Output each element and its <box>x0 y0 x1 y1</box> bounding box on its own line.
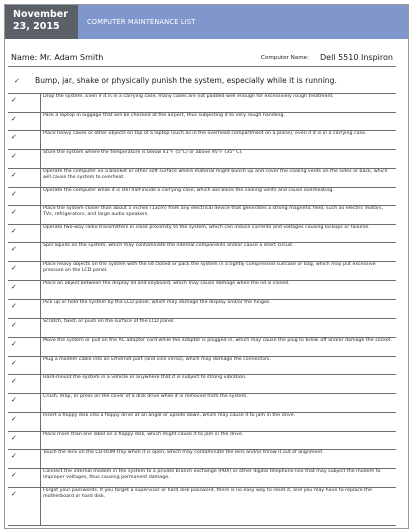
row-divider <box>8 318 396 319</box>
list-item-text: Crush, drop, or press on the cover of a disk drive while it is removed from the system. <box>43 394 248 399</box>
check-icon: ✓ <box>11 490 17 498</box>
list-item <box>8 487 396 506</box>
check-icon: ✓ <box>11 359 17 367</box>
row-divider <box>8 149 396 150</box>
list-item <box>8 280 396 299</box>
row-divider <box>8 468 396 469</box>
row-divider <box>8 449 396 450</box>
list-item-text: Operate the computer on a blanket or other soft surface where material might bunch up and cover the cooling vents on the sides or back, which will cause the system to overheat. <box>43 169 388 180</box>
check-icon: ✓ <box>11 415 17 423</box>
list-item-text: Spill liquids on the system, which may contaminate the internal components and/or cause a short circuit. <box>43 243 294 248</box>
row-divider <box>8 280 396 281</box>
check-icon: ✓ <box>11 115 17 123</box>
check-icon: ✓ <box>11 321 17 329</box>
list-item-text: Place heavy objects on the system with the lid closed or pack the system in a tightly compressed suitcase or bag, which may put excessive pressure on the LCD panel. <box>43 262 376 273</box>
row-divider <box>8 112 396 113</box>
list-item <box>8 356 396 374</box>
computer-name-label: Computer Name: <box>261 55 309 61</box>
list-item-text: Plug a modem cable into an Ethernet port (and vice versa), which may damage the connectors. <box>43 357 271 362</box>
row-divider <box>8 187 396 188</box>
list-item-text: Operate two-way radio transmitters in close proximity to the system, which can induce currents and voltages causing lockups or failures. <box>43 225 370 230</box>
check-icon: ✓ <box>11 245 17 253</box>
row-divider <box>8 205 396 206</box>
date-block: November 23, 2015 <box>5 5 78 39</box>
row-divider <box>8 337 396 338</box>
row-divider <box>8 130 396 131</box>
list-item <box>8 374 396 393</box>
check-icon: ✓ <box>11 208 17 216</box>
check-icon: ✓ <box>11 152 17 160</box>
row-divider <box>8 299 396 300</box>
row-divider <box>8 93 396 94</box>
row-divider <box>8 224 396 225</box>
check-icon: ✓ <box>11 340 17 348</box>
list-item <box>8 431 396 449</box>
list-item-text: Pick up or hold the system by the LCD panel, which may damage the display and/or the hinges. <box>43 300 271 305</box>
check-icon: ✓ <box>11 96 17 104</box>
list-item-text: Touch the lens on the CD-ROM tray when it is open, which may contaminate the lens and/or throw it out of alignment. <box>43 450 324 455</box>
check-icon: ✓ <box>11 264 17 272</box>
check-icon: ✓ <box>11 452 17 460</box>
list-item-text: Store the system where the temperature is below 41°F (5°C) or above 95°F (35° C). <box>43 150 243 155</box>
name-underline <box>8 66 396 67</box>
check-icon: ✓ <box>11 227 17 235</box>
list-item <box>8 261 396 280</box>
check-icon: ✓ <box>11 471 17 479</box>
check-icon: ✓ <box>11 283 17 291</box>
document-title: COMPUTER MAINTENANCE LIST <box>78 5 408 39</box>
computer-name-value: Dell 5510 Inspiron <box>320 53 393 62</box>
check-icon: ✓ <box>11 171 17 179</box>
list-item-text: Move the system or pull on the AC adapter cord while the adapter is plugged in, which may cause the plug to break off and/or damage the socket. <box>43 338 393 343</box>
row-divider <box>8 168 396 169</box>
list-item <box>8 205 396 224</box>
row-divider <box>8 374 396 375</box>
check-icon: ✓ <box>11 133 17 141</box>
name-label: Name: Mr. Adam Smith <box>11 53 104 62</box>
check-icon: ✓ <box>14 77 20 85</box>
list-item <box>8 93 396 112</box>
list-item <box>8 318 396 337</box>
list-item <box>8 168 396 187</box>
column-divider <box>40 93 41 526</box>
list-item-text: Operate the computer while it is still half-inside a carrying case, which will block the cooling vents and cause overheating. <box>43 188 334 193</box>
row-divider <box>8 356 396 357</box>
list-item-text: Insert a floppy disk into a floppy drive at an angle or upside down, which may cause it to jam in the drive. <box>43 413 296 418</box>
list-item-text: Scratch, twist, or push on the surface of the LCD panel. <box>43 319 175 324</box>
list-item <box>8 149 396 168</box>
list-item-text: Hard-mount the system in a vehicle or anywhere that it is subject to strong vibration. <box>43 375 247 380</box>
list-item <box>8 449 396 468</box>
list-item <box>8 224 396 242</box>
check-icon: ✓ <box>11 302 17 310</box>
list-item <box>8 299 396 318</box>
list-item <box>8 337 396 356</box>
header-bar <box>5 5 408 39</box>
list-item-text: Forget your passwords. If you forget a supervisor or hard disk password, there is no easy way to reset it, and you may have to replace the motherboard or hard disk. <box>43 488 372 499</box>
check-icon: ✓ <box>11 190 17 198</box>
row-divider <box>8 431 396 432</box>
row-divider <box>8 525 396 526</box>
row-divider <box>8 412 396 413</box>
row-divider <box>8 487 396 488</box>
info-row <box>8 53 396 66</box>
row-divider <box>8 242 396 243</box>
list-item <box>8 242 396 261</box>
check-icon: ✓ <box>11 396 17 404</box>
list-item <box>8 187 396 205</box>
first-item-text: Bump, jar, shake or physically punish the system, especially while it is running. <box>35 76 337 85</box>
check-icon: ✓ <box>11 377 17 385</box>
list-item-text: Connect the internal modem in the system to a private branch exchange (PBX) or other digital telephone line that may subject the modem to improper voltages, thus causing permanent damage. <box>43 469 381 480</box>
first-item-row <box>8 74 396 91</box>
list-item <box>8 393 396 412</box>
list-item-text: Place more than one label on a floppy disk, which might cause it to jam in the drive. <box>43 432 244 437</box>
row-divider <box>8 393 396 394</box>
list-item-text: Place heavy cases or other objects on top of a laptop (such as in the overhead compartment on a plane), even if it is in a carrying case. <box>43 131 367 136</box>
list-item <box>8 412 396 431</box>
list-item-text: Place the system closer than about 5 inches (13cm) from any electrical device that generates a strong magnetic field, such as electric motors, TVs, refrigerators, and large audio speakers. <box>43 206 383 217</box>
row-divider <box>8 261 396 262</box>
list-item <box>8 112 396 130</box>
list-item-text: Place an object between the display lid and keyboard, which may cause damage when the lid is closed. <box>43 281 290 286</box>
list-item-text: Drop the system. Even if it is in a carrying case, many cases are not padded well enough for excessively rough treatment. <box>43 94 334 99</box>
list-item <box>8 468 396 487</box>
check-icon: ✓ <box>11 434 17 442</box>
list-item <box>8 130 396 149</box>
list-item-text: Pack a laptop in luggage that will be checked at the airport, thus subjecting it to very rough handling. <box>43 113 285 118</box>
